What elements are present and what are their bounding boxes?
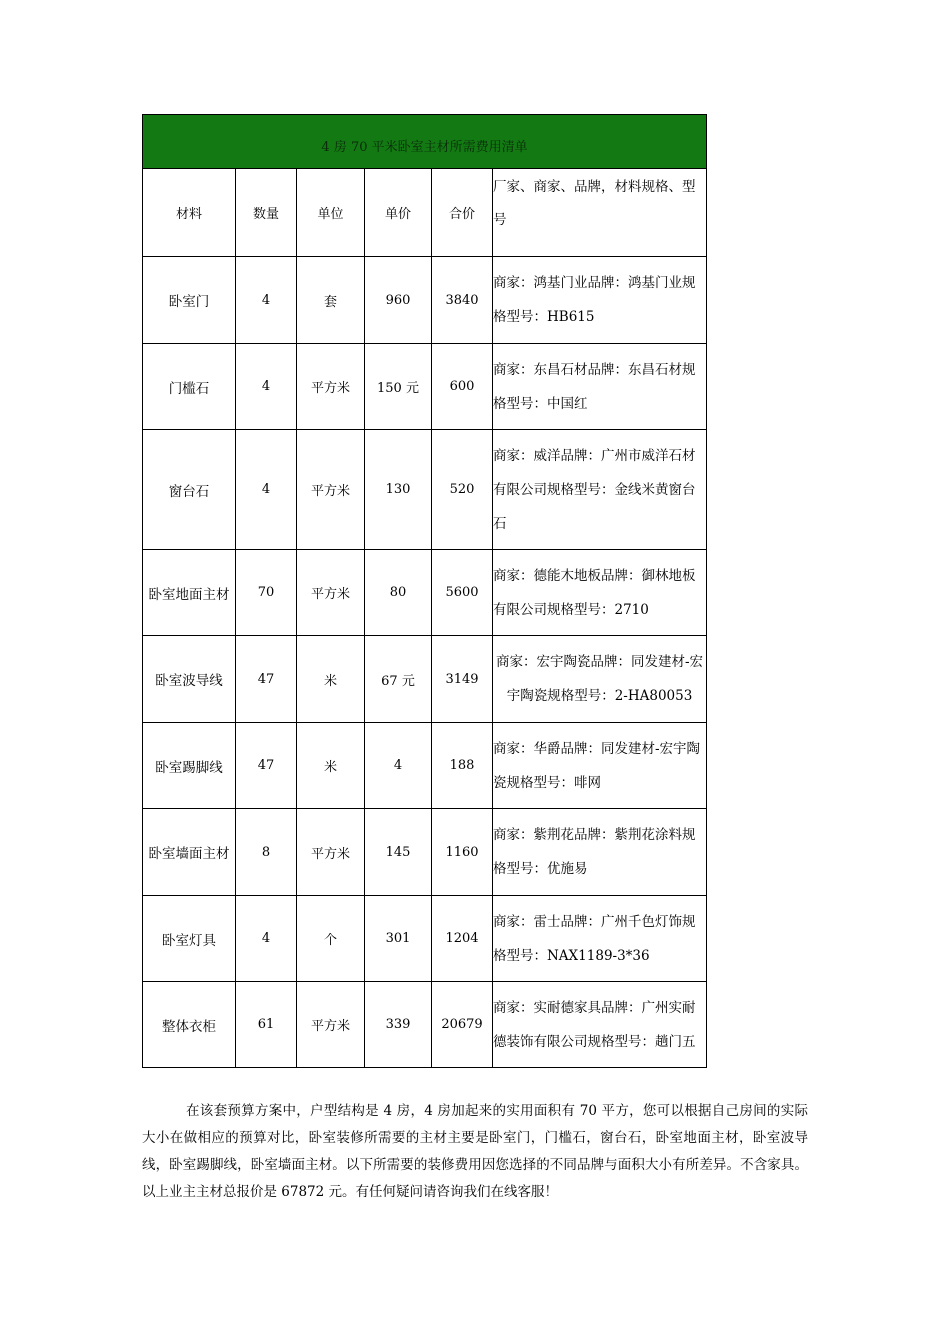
cell-qty: 8 <box>236 809 297 896</box>
cell-price: 150 元 <box>365 344 432 430</box>
cell-qty: 47 <box>236 723 297 809</box>
cell-qty: 4 <box>236 896 297 982</box>
cell-total: 188 <box>432 723 493 809</box>
header-material: 材料 <box>143 169 236 257</box>
summary-paragraph: 在该套预算方案中，户型结构是 4 房，4 房加起来的实用面积有 70 平方，您可以根据自己房间的实际大小在做相应的预算对比，卧室装修所需要的主材主要是卧室门，门槛石，窗台石，卧室地面主材，卧室波导线，卧室踢脚线，卧室墙面主材。以下所需要的装修费用因您选择的不同品牌与面积大小有所差异。不含家具。以上业主主材总报价是 67872 元。有任何疑问请咨询我们在线客服！ <box>142 1103 808 1200</box>
cell-price: 80 <box>365 550 432 636</box>
cell-material: 卧室波导线 <box>143 636 236 723</box>
cell-qty: 4 <box>236 257 297 344</box>
cell-unit: 个 <box>297 896 365 982</box>
cell-qty: 4 <box>236 344 297 430</box>
cell-unit: 平方米 <box>297 430 365 550</box>
cell-material: 卧室踢脚线 <box>143 723 236 809</box>
cell-price: 145 <box>365 809 432 896</box>
table-row <box>143 344 707 430</box>
table-title-text: 4 房 70 平米卧室主材所需费用清单 <box>321 139 528 155</box>
table-row <box>143 723 707 809</box>
header-qty: 数量 <box>236 169 297 257</box>
cell-material: 卧室墙面主材 <box>143 809 236 896</box>
cell-qty: 47 <box>236 636 297 723</box>
cell-price: 301 <box>365 896 432 982</box>
header-supplier: 厂家、商家、品牌，材料规格、型号 <box>493 169 707 257</box>
cell-unit: 平方米 <box>297 344 365 430</box>
budget-table <box>142 114 707 1068</box>
cell-material: 整体衣柜 <box>143 982 236 1068</box>
cell-unit: 平方米 <box>297 809 365 896</box>
table-row <box>143 430 707 550</box>
cell-total: 1204 <box>432 896 493 982</box>
header-total: 合价 <box>432 169 493 257</box>
cell-material: 窗台石 <box>143 430 236 550</box>
cell-total: 3840 <box>432 257 493 344</box>
cell-supplier: 商家：德能木地板品牌：御林地板有限公司规格型号：2710 <box>493 550 707 636</box>
cell-price: 4 <box>365 723 432 809</box>
cell-total: 20679 <box>432 982 493 1068</box>
cell-total: 1160 <box>432 809 493 896</box>
cell-total: 3149 <box>432 636 493 723</box>
cell-supplier: 商家：鸿基门业品牌：鸿基门业规格型号：HB615 <box>493 257 707 344</box>
table-row <box>143 896 707 982</box>
cell-unit: 米 <box>297 723 365 809</box>
cell-unit: 套 <box>297 257 365 344</box>
table-row <box>143 809 707 896</box>
cell-qty: 4 <box>236 430 297 550</box>
cell-material: 门槛石 <box>143 344 236 430</box>
cell-supplier: 商家：实耐德家具品牌：广州实耐德装饰有限公司规格型号：趟门五 <box>493 982 707 1068</box>
cell-material: 卧室门 <box>143 257 236 344</box>
cell-price: 960 <box>365 257 432 344</box>
cell-unit: 平方米 <box>297 550 365 636</box>
cell-qty: 61 <box>236 982 297 1068</box>
cell-supplier: 商家：华爵品牌：同发建材-宏宇陶瓷规格型号：啡网 <box>493 723 707 809</box>
cell-supplier: 商家：紫荆花品牌：紫荆花涂料规格型号：优施易 <box>493 809 707 896</box>
cell-material: 卧室灯具 <box>143 896 236 982</box>
cell-unit: 米 <box>297 636 365 723</box>
table-row <box>143 982 707 1068</box>
cell-price: 130 <box>365 430 432 550</box>
cell-total: 600 <box>432 344 493 430</box>
header-unit: 单位 <box>297 169 365 257</box>
table-header-row <box>143 169 707 257</box>
table-row <box>143 550 707 636</box>
cell-supplier: 商家：威洋品牌：广州市威洋石材有限公司规格型号：金线米黄窗台石 <box>493 430 707 550</box>
table-title <box>143 115 707 169</box>
cell-supplier: 商家：东昌石材品牌：东昌石材规格型号：中国红 <box>493 344 707 430</box>
cell-qty: 70 <box>236 550 297 636</box>
cell-total: 520 <box>432 430 493 550</box>
table-row <box>143 636 707 723</box>
table-row <box>143 257 707 344</box>
cell-material: 卧室地面主材 <box>143 550 236 636</box>
table-title-row <box>143 115 707 169</box>
cell-price: 339 <box>365 982 432 1068</box>
cell-total: 5600 <box>432 550 493 636</box>
cell-price: 67 元 <box>365 636 432 723</box>
cell-supplier: 商家：雷士品牌：广州千色灯饰规格型号：NAX1189-3*36 <box>493 896 707 982</box>
cell-unit: 平方米 <box>297 982 365 1068</box>
header-price: 单价 <box>365 169 432 257</box>
cell-supplier: 商家：宏宇陶瓷品牌：同发建材-宏宇陶瓷规格型号：2-HA80053 <box>493 636 707 723</box>
